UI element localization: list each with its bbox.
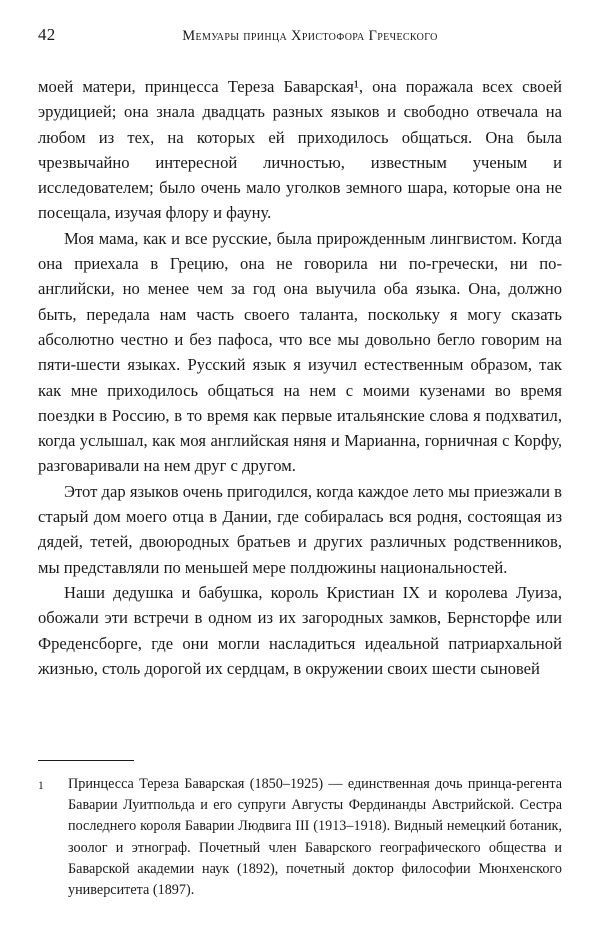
running-title: Мемуары принца Христофора Греческого: [182, 28, 438, 44]
body-text: [38, 74, 562, 681]
paragraph: моей матери, принцесса Тереза Баварская¹, она поражала всех своей эрудицией; она знала двадцать разных языков и свободно отвечала на любом из тех, на которых ей приходилось общаться. Она была чрезвычайно интересной личностью, известным ученым и исследователем; было очень мало уголков земного шара, которые она не посещала, изучая флору и фауну.: [38, 77, 562, 223]
page-header: [38, 25, 562, 47]
paragraph: Моя мама, как и все русские, была прирожденным лингвистом. Когда она приехала в Грецию, она не говорила ни по-гречески, ни по-английски, но менее чем за год она выучила оба языка. Она, должно быть, передала нам часть своего таланта, поскольку я могу сказать абсолютно честно и без пафоса, что все мы довольно бегло говорим на пяти-шести языках. Русский язык я изучил естественным образом, так как мне приходилось общаться на нем с моими кузенами во время поездки в Россию, в то время как первые итальянские слова я подхватил, когда услышал, как моя английская няня и Марианна, горничная с Корфу, разговаривали на нем друг с другом.: [38, 228, 562, 476]
footnote: [38, 774, 562, 901]
footnote-area: [38, 760, 562, 901]
footnote-marker: 1: [38, 780, 44, 792]
footnote-separator-rule: [38, 760, 134, 761]
paragraph: Этот дар языков очень пригодился, когда каждое лето мы приезжали в старый дом моего отца в Дании, где собиралась вся родня, состоящая из дядей, тетей, двоюродных братьев и других различных родственников, мы представляли по меньшей мере полдюжины национальностей.: [38, 481, 562, 577]
footnote-text: Принцесса Тереза Баварская (1850–1925) — единственная дочь принца-регента Баварии Луитпольда и его супруги Августы Фердинанды Австрийской. Сестра последнего короля Баварии Людвига III (1913–1918). Видный немецкий ботаник, зоолог и этнограф. Почетный член Баварского географического общества и Баварской академии наук (1892), почетный доктор философии Мюнхенского университета (1897).: [68, 776, 562, 899]
page-number: 42: [38, 25, 56, 44]
paragraph: Наши дедушка и бабушка, король Кристиан IX и королева Луиза, обожали эти встречи в одном из их загородных замков, Бернсторфе или Фреденсборге, где они могли насладиться идеальной патриархальной жизнью, столь дорогой их сердцам, в окружении своих шести сыновей: [38, 582, 562, 678]
